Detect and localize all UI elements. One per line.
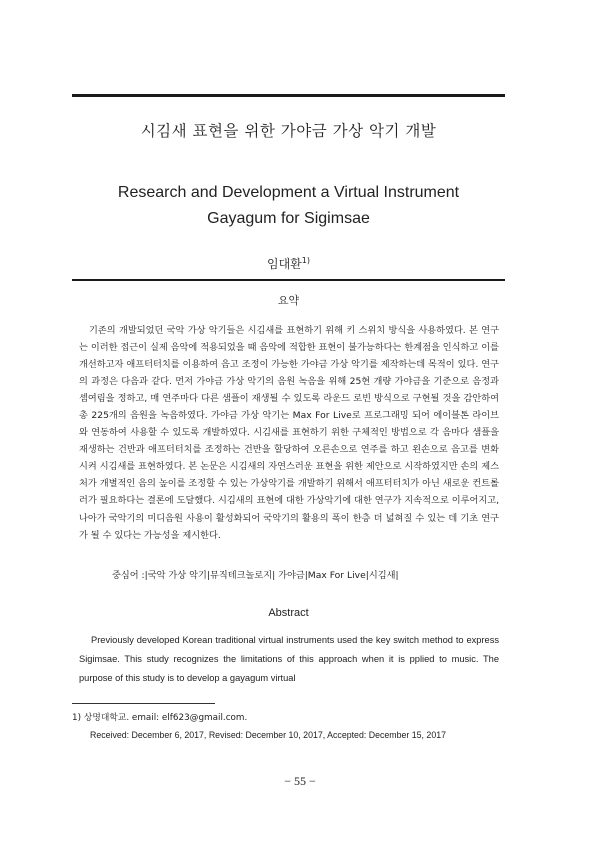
korean-abstract <box>79 322 499 544</box>
author-footnote-marker: 1) <box>301 256 310 265</box>
page-number: − 55 − <box>284 774 316 788</box>
footnote-rule <box>72 703 215 704</box>
keywords-label: 중심어 : <box>112 570 145 581</box>
english-title-line-2: Gayagum for Sigimsae <box>207 210 370 227</box>
english-abstract <box>79 631 499 688</box>
author <box>72 255 505 272</box>
korean-abstract-body: 기존의 개발되었던 국악 가상 악기들은 시김새를 표현하기 위해 키 스위치 방식을 사용하였다. 본 연구는 이러한 접근이 실제 음악에 적용되었을 때 음악에 적합한 표현이 불가능하다는 한계점을 인식하고 이를 개선하고자 애프터터치를 이용하여 음고 조정이 가능한 가야금 가상 악기를 제작하는데 목적이 있다. 연구의 과정은 다음과 같다. 먼저 가야금 가상 악기의 음원 녹음을 위해 25현 개량 가야금을 기준으로 음정과 셈여림을 정하고, 매 연주마다 다른 샘플이 재생될 수 있도록 라운드 로빈 방식으로 구현될 것을 감안하여 총 225개의 음원을 녹음하였다. 가야금 가상 악기는 Max For Live로 프로그래밍 되어 에이블톤 라이브와 연동하여 사용할 수 있도록 개발하였다. 시김새를 표현하기 위한 구체적인 방법으로 각 음마다 샘플을 재생하는 건반과 애프터터치를 조정하는 건반을 할당하여 오른손으로 연주를 하고 왼손으로 음고를 변화시켜 시김새를 표현하였다. 본 논문은 시김새의 자연스러운 표현을 위한 제안으로 시작하였지만 손의 제스처가 개별적인 음의 높이를 조정할 수 있는 가상악기를 개발하기 위해서 애프터터치가 아닌 새로운 컨트롤러가 필요하다는 결론에 도달했다. 시김새의 표현에 대한 가상악기에 대한 연구가 지속적으로 이루어지고, 나아가 국악기의 미디음원 사용이 활성화되어 국악기의 활용의 폭이 한층 더 넓혀질 수 있는 데 기초 연구가 될 수 있다는 가능성을 제시한다. <box>79 325 499 541</box>
keywords <box>112 567 512 581</box>
top-rule <box>72 94 505 97</box>
english-title-line-1: Research and Development a Virtual Instrument <box>117 184 460 201</box>
section-rule <box>72 279 505 281</box>
author-name: 임대환 <box>267 257 302 271</box>
english-abstract-heading: Abstract <box>268 607 309 619</box>
english-title <box>72 180 505 232</box>
keywords-text: |국악 가상 악기|뮤직테크놀로지| 가야금|Max For Live|시김새| <box>144 570 399 581</box>
korean-title: 시김새 표현을 위한 가야금 가상 악기 개발 <box>140 122 437 140</box>
footnote-affiliation: 1) 상명대학교. email: elf623@gmail.com. <box>72 713 248 723</box>
english-abstract-body: Previously developed Korean traditional virtual instruments used the key switch method to express Sigimsae. This study recognizes the limitations of this approach when it is pplied to music. The purpose of this study is to develop a gayagum virtual <box>79 635 499 683</box>
footnote-dates: Received: December 6, 2017, Revised: December 10, 2017, Accepted: December 15, 2017 <box>90 730 446 740</box>
korean-abstract-heading: 요약 <box>277 294 300 307</box>
